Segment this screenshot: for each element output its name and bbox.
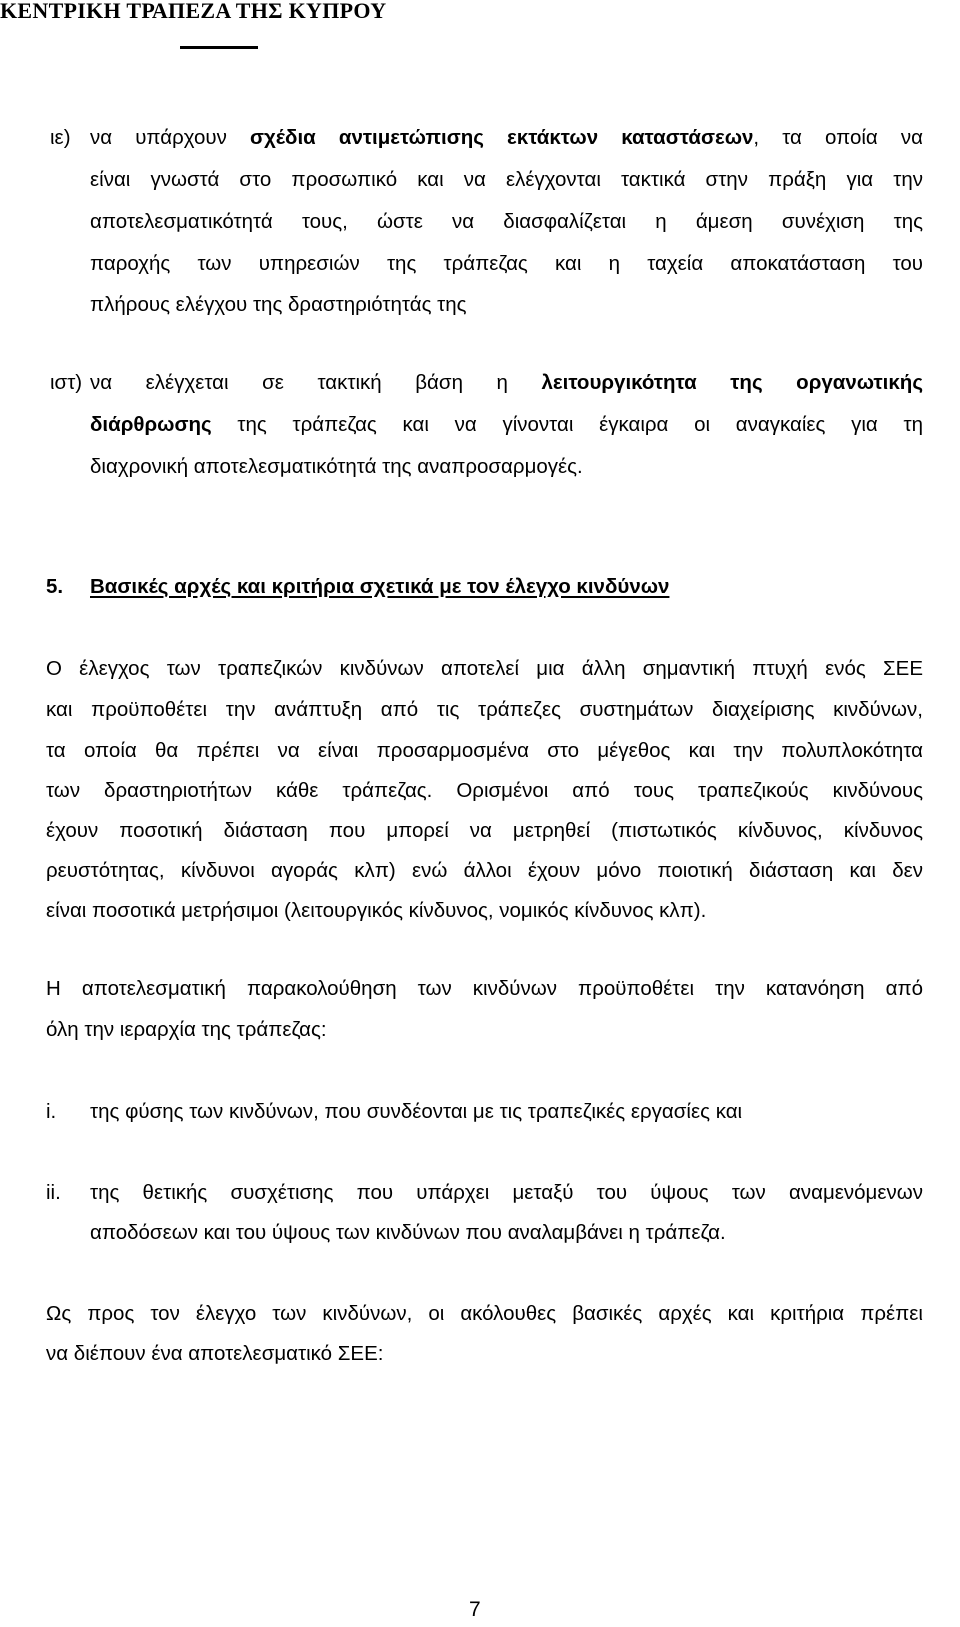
para-1-line-6: ρευστότητας, κίνδυνοι αγοράς κλπ) ενώ άλλοι έχουν μόνο ποιοτική διάσταση και δεν — [46, 859, 923, 882]
item-ie-text: να υπάρχουν — [90, 126, 250, 149]
item-i-line-1: της φύσης των κινδύνων, που συνδέονται με τις τραπεζικές εργασίες και — [90, 1100, 743, 1123]
item-marker-ist: ιστ) — [50, 371, 83, 394]
para-1-line-4: των δραστηριοτήτων κάθε τράπεζας. Ορισμένοι από τους τραπεζικούς κινδύνους — [46, 779, 923, 802]
para-2-line-2: όλη την ιεραρχία της τράπεζας: — [46, 1018, 327, 1041]
header-rule — [180, 46, 258, 49]
document-header: ΚΕΝΤΡΙΚΗ ΤΡΑΠΕΖΑ ΤΗΣ ΚΥΠΡΟΥ — [0, 0, 387, 23]
para-1-line-5: έχουν ποσοτική διάσταση που μπορεί να μετρηθεί (πιστωτικός κίνδυνος, κίνδυνος — [46, 819, 923, 842]
page-number: 7 — [469, 1598, 481, 1621]
item-ie-text-tail: , τα οποία να — [753, 126, 923, 149]
item-marker-ii: ii. — [46, 1181, 61, 1204]
item-ii-line-1: της θετικής συσχέτισης που υπάρχει μεταξύ του ύψους των αναμενόμενων — [90, 1181, 923, 1204]
item-ist-line-1 — [90, 370, 923, 396]
para-3-line-2: να διέπουν ένα αποτελεσματικό ΣΕΕ: — [46, 1342, 384, 1365]
item-ist-text-2: της τράπεζας και να γίνονται έγκαιρα οι αναγκαίες για τη — [211, 413, 923, 436]
item-ie-line-3: αποτελεσματικότητά τους, ώστε να διασφαλίζεται η άμεση συνέχιση της — [90, 210, 923, 233]
item-marker-ie: ιε) — [50, 126, 71, 149]
item-ie-line-2: είναι γνωστά στο προσωπικό και να ελέγχονται τακτικά στην πράξη για την — [90, 168, 923, 191]
item-ie-emphasis: σχέδια αντιμετώπισης εκτάκτων καταστάσεων — [249, 126, 754, 149]
item-ist-emphasis: λειτουργικότητα της οργανωτικής — [541, 371, 923, 394]
item-ist-line-3: διαχρονική αποτελεσματικότητά της αναπροσαρμογές. — [90, 455, 583, 478]
item-ii-line-2: αποδόσεων και του ύψους των κινδύνων που αναλαμβάνει η τράπεζα. — [90, 1221, 726, 1244]
para-1-line-1: Ο έλεγχος των τραπεζικών κινδύνων αποτελεί μια άλλη σημαντική πτυχή ενός ΣΕΕ — [46, 657, 923, 680]
para-1-line-2: και προϋποθέτει την ανάπτυξη από τις τράπεζες συστημάτων διαχείρισης κινδύνων, — [46, 698, 923, 721]
para-2-line-1: Η αποτελεσματική παρακολούθηση των κινδύνων προϋποθέτει την κατανόηση από — [46, 977, 923, 1000]
item-marker-i: i. — [46, 1100, 57, 1123]
item-ie-line-4: παροχής των υπηρεσιών της τράπεζας και η ταχεία αποκατάσταση του — [90, 252, 923, 275]
item-ist-line-2 — [90, 412, 923, 438]
item-ie-line-5: πλήρους ελέγχου της δραστηριότητάς της — [90, 293, 467, 316]
item-ist-text: να ελέγχεται σε τακτική βάση η — [90, 371, 542, 394]
item-ie-line-1 — [90, 125, 923, 151]
para-1-line-7: είναι ποσοτικά μετρήσιμοι (λειτουργικός κίνδυνος, νομικός κίνδυνος κλπ). — [46, 899, 707, 922]
section-number: 5. — [46, 575, 64, 598]
item-ist-emphasis-2: διάρθρωσης — [90, 413, 212, 436]
section-title: Βασικές αρχές και κριτήρια σχετικά με τον έλεγχο κινδύνων — [90, 575, 670, 598]
para-1-line-3: τα οποία θα πρέπει να είναι προσαρμοσμένα στο μέγεθος και την πολυπλοκότητα — [46, 739, 923, 762]
para-3-line-1: Ως προς τον έλεγχο των κινδύνων, οι ακόλουθες βασικές αρχές και κριτήρια πρέπει — [46, 1302, 923, 1325]
